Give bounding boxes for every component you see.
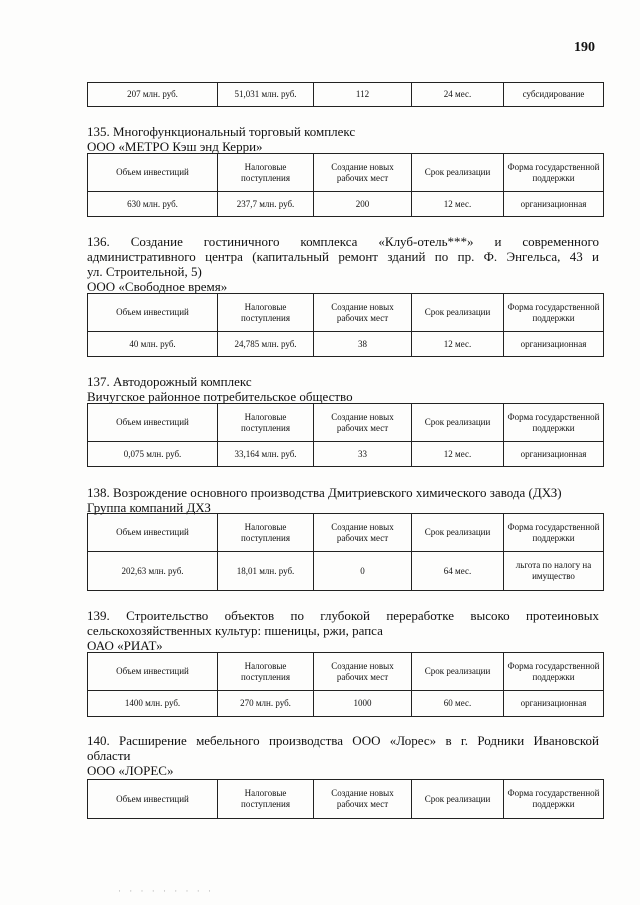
project-138-table xyxy=(87,513,604,591)
project-135-table xyxy=(87,153,604,217)
cell-support: организационная xyxy=(504,332,604,357)
project-136-table xyxy=(87,293,604,357)
cell-term: 12 мес. xyxy=(412,442,504,467)
table-row xyxy=(88,552,604,591)
header-term: Срок реализации xyxy=(412,404,504,442)
cell-jobs: 1000 xyxy=(314,691,412,717)
header-support: Форма государственной поддержки xyxy=(504,514,604,552)
header-term: Срок реализации xyxy=(412,653,504,691)
project-137-heading xyxy=(87,374,599,404)
project-org: ООО «ЛОРЕС» xyxy=(87,763,174,778)
cell-tax: 270 млн. руб. xyxy=(218,691,314,717)
project-137-table xyxy=(87,403,604,467)
cell-investment: 40 млн. руб. xyxy=(88,332,218,357)
header-tax: Налоговые поступления xyxy=(218,294,314,332)
project-title: 136. Создание гостиничного комплекса «Клуб-отель***» и современного xyxy=(87,234,599,249)
cell-support: льгота по налогу на имущество xyxy=(504,552,604,591)
project-title: 135. Многофункциональный торговый комплекс xyxy=(87,124,356,139)
cell-term: 12 мес. xyxy=(412,332,504,357)
project-title-cont: сельскохозяйственных культур: пшеницы, ржи, рапса xyxy=(87,623,383,638)
header-support: Форма государственной поддержки xyxy=(504,780,604,819)
header-jobs: Создание новых рабочих мест xyxy=(314,653,412,691)
table-row xyxy=(88,83,604,107)
project-org: Группа компаний ДХЗ xyxy=(87,500,211,515)
header-investment: Объем инвестиций xyxy=(88,404,218,442)
project-org: ОАО «РИАТ» xyxy=(87,638,163,653)
cell-investment: 0,075 млн. руб. xyxy=(88,442,218,467)
cell-term: 64 мес. xyxy=(412,552,504,591)
project-title: 138. Возрождение основного производства Дмитриевского химического завода (ДХЗ) xyxy=(87,485,562,500)
project-139-heading xyxy=(87,608,599,653)
table-row xyxy=(88,442,604,467)
cell-jobs: 38 xyxy=(314,332,412,357)
page-number: 190 xyxy=(574,40,595,55)
header-term: Срок реализации xyxy=(412,780,504,819)
header-support: Форма государственной поддержки xyxy=(504,294,604,332)
cell-investment: 202,63 млн. руб. xyxy=(88,552,218,591)
header-term: Срок реализации xyxy=(412,154,504,192)
header-tax: Налоговые поступления xyxy=(218,404,314,442)
table-row xyxy=(88,332,604,357)
project-139-table xyxy=(87,652,604,717)
header-investment: Объем инвестиций xyxy=(88,154,218,192)
table-row xyxy=(88,691,604,717)
project-title: 140. Расширение мебельного производства ООО «Лорес» в г. Родники Ивановской xyxy=(87,733,599,748)
table-header-row xyxy=(88,294,604,332)
project-140-heading xyxy=(87,733,599,778)
table-header-row xyxy=(88,653,604,691)
project-org: Вичугское районное потребительское общество xyxy=(87,389,353,404)
project-org: ООО «МЕТРО Кэш энд Керри» xyxy=(87,139,263,154)
header-investment: Объем инвестиций xyxy=(88,514,218,552)
cell-tax: 51,031 млн. руб. xyxy=(218,83,314,107)
cell-tax: 33,164 млн. руб. xyxy=(218,442,314,467)
cell-jobs: 112 xyxy=(314,83,412,107)
table-row xyxy=(88,192,604,217)
cell-support: организационная xyxy=(504,691,604,717)
cell-jobs: 33 xyxy=(314,442,412,467)
project-136-heading xyxy=(87,234,599,294)
project-title-cont: области xyxy=(87,748,131,763)
project-title-cont: ул. Строительной, 5) xyxy=(87,264,202,279)
header-investment: Объем инвестиций xyxy=(88,653,218,691)
header-tax: Налоговые поступления xyxy=(218,653,314,691)
project-title: 137. Автодорожный комплекс xyxy=(87,374,252,389)
header-tax: Налоговые поступления xyxy=(218,514,314,552)
header-support: Форма государственной поддержки xyxy=(504,653,604,691)
table-header-row xyxy=(88,404,604,442)
header-jobs: Создание новых рабочих мест xyxy=(314,154,412,192)
cell-tax: 24,785 млн. руб. xyxy=(218,332,314,357)
cell-investment: 630 млн. руб. xyxy=(88,192,218,217)
cell-investment: 207 млн. руб. xyxy=(88,83,218,107)
table-header-row xyxy=(88,154,604,192)
cell-tax: 18,01 млн. руб. xyxy=(218,552,314,591)
cell-jobs: 200 xyxy=(314,192,412,217)
cell-term: 12 мес. xyxy=(412,192,504,217)
header-investment: Объем инвестиций xyxy=(88,780,218,819)
header-support: Форма государственной поддержки xyxy=(504,154,604,192)
cell-tax: 237,7 млн. руб. xyxy=(218,192,314,217)
cell-support: субсидирование xyxy=(504,83,604,107)
scan-artifact-dots: · · · · · · · · · xyxy=(118,886,214,896)
cell-support: организационная xyxy=(504,442,604,467)
table-continuation xyxy=(87,82,604,107)
header-investment: Объем инвестиций xyxy=(88,294,218,332)
project-140-table xyxy=(87,779,604,819)
cell-term: 24 мес. xyxy=(412,83,504,107)
table-header-row xyxy=(88,514,604,552)
project-135-heading xyxy=(87,124,599,154)
header-term: Срок реализации xyxy=(412,294,504,332)
header-tax: Налоговые поступления xyxy=(218,154,314,192)
header-jobs: Создание новых рабочих мест xyxy=(314,404,412,442)
cell-support: организационная xyxy=(504,192,604,217)
table-header-row xyxy=(88,780,604,819)
cell-investment: 1400 млн. руб. xyxy=(88,691,218,717)
cell-term: 60 мес. xyxy=(412,691,504,717)
cell-jobs: 0 xyxy=(314,552,412,591)
header-tax: Налоговые поступления xyxy=(218,780,314,819)
project-org: ООО «Свободное время» xyxy=(87,279,228,294)
project-138-heading xyxy=(87,485,599,515)
project-title: 139. Строительство объектов по глубокой переработке высоко протеиновых xyxy=(87,608,599,623)
header-jobs: Создание новых рабочих мест xyxy=(314,780,412,819)
header-support: Форма государственной поддержки xyxy=(504,404,604,442)
header-jobs: Создание новых рабочих мест xyxy=(314,514,412,552)
project-title-cont: административного центра (капитальный ремонт зданий по пр. Ф. Энгельса, 43 и xyxy=(87,249,599,264)
header-term: Срок реализации xyxy=(412,514,504,552)
header-jobs: Создание новых рабочих мест xyxy=(314,294,412,332)
